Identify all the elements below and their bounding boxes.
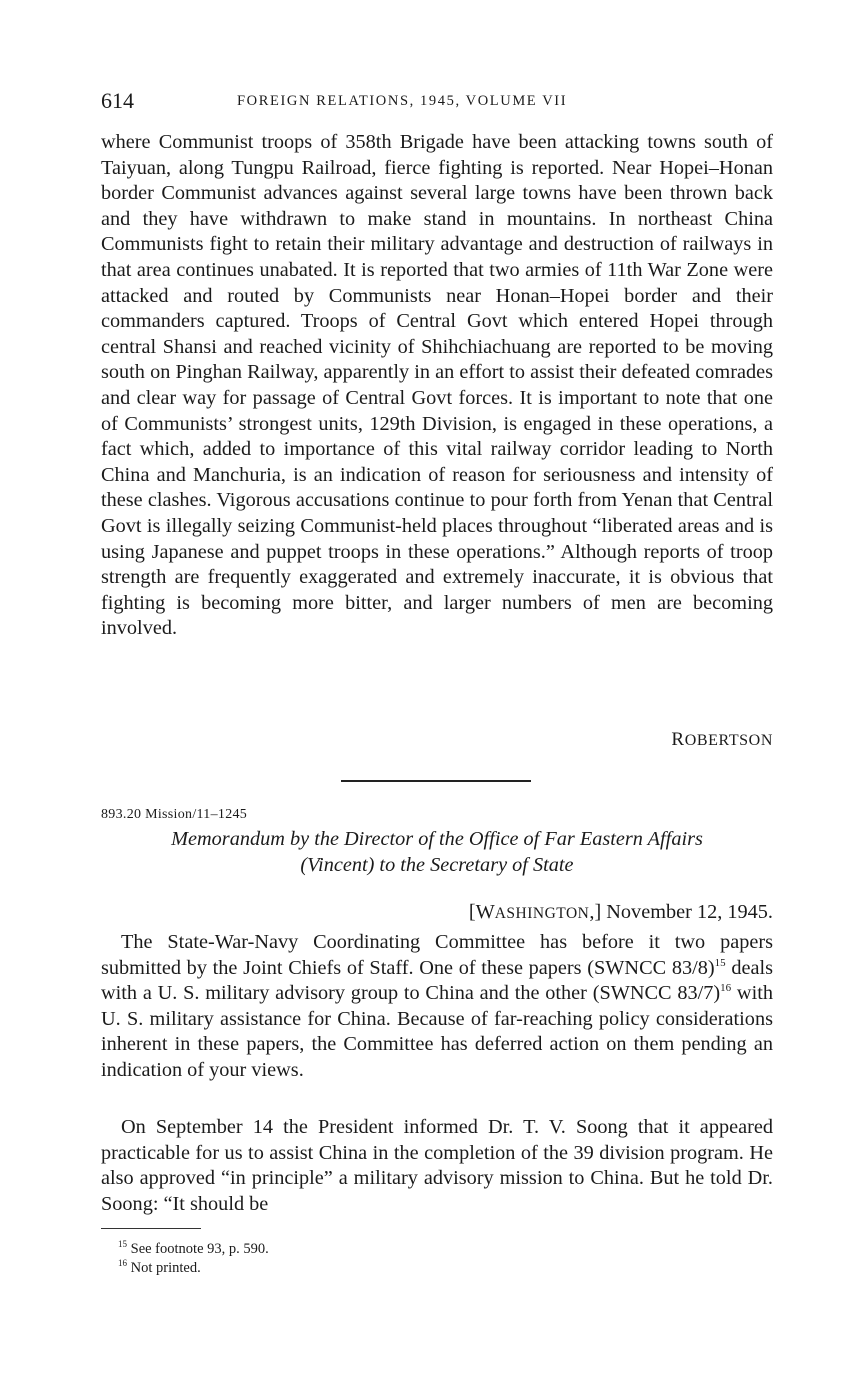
date-value: November 12, 1945. (601, 901, 773, 923)
footnote-ref-16: 16 (720, 982, 732, 995)
title-line-1: Memorandum by the Director of the Office of Far Eastern Affairs (171, 828, 703, 850)
footnotes (118, 1240, 269, 1278)
paragraph-1-part-3: with U. S. military assistance for China. Because of far-reaching policy considerations inherent in these papers, the Committee has deferred action on them pending an indication of your views. (101, 982, 773, 1081)
footnote-text: Not printed. (130, 1260, 201, 1276)
page-number: 614 (101, 88, 134, 113)
section-separator (341, 780, 531, 782)
footnote-mark: 15 (118, 1239, 127, 1250)
signature (101, 728, 773, 753)
running-head: FOREIGN RELATIONS, 1945, VOLUME VII (237, 93, 568, 109)
date-open-bracket: [ (468, 901, 476, 923)
footnote-mark: 16 (118, 1258, 127, 1269)
footnote-ref-15: 15 (714, 956, 726, 969)
paragraph-1-part-2: deals with a U. S. military advisory group to China and the other (SWNCC 83/7) (101, 956, 773, 1005)
signature-initial: R (671, 729, 685, 750)
document-title (101, 827, 773, 878)
continuation-paragraph: where Communist troops of 358th Brigade have been attacking towns south of Taiyuan, along Tungpu Railroad, fierce fighting is reported. Near Hopei–Honan border Communist advances against several large towns have been thrown back and they have withdrawn to make stand in mountains. In northeast China Communists fight to retain their military advantage and destruction of railways in that area continues unabated. It is reported that two armies of 11th War Zone were attacked and routed by Communists near Honan–Hopei border and their commanders captured. Troops of Central Govt which entered Hopei through central Shansi and reached vicinity of Shihchiachuang are reported to be moving south on Pinghan Railway, apparently in an effort to assist their defeated comrades and clear way for passage of Central Govt forces. It is important to note that one of Communists’ strongest units, 129th Division, is engaged in these operations, a fact which, added to importance of this vital railway corridor leading to North China and Manchuria, is an indication of reason for seriousness and intensity of these clashes. Vigorous accusations continue to pour forth from Yenan that Central Govt is illegally seizing Communist-held places throughout “liberated areas and is using Japanese and puppet troops in these operations.” Although reports of troop strength are frequently exaggerated and extremely inaccurate, it is obvious that fighting is becoming more bitter, and larger numbers of men are becoming involved. (101, 131, 773, 640)
date-place-initial: W (475, 901, 495, 923)
footnote-rule (101, 1228, 201, 1229)
body-paragraph-1 (101, 930, 773, 1084)
footnote-16 (118, 1259, 269, 1278)
date-close-bracket: ,] (589, 901, 602, 923)
signature-rest: OBERTSON (684, 732, 773, 749)
document-dateline (101, 899, 773, 927)
page-header (101, 86, 773, 116)
footnote-text: See footnote 93, p. 590. (130, 1241, 269, 1257)
body-paragraph-2: On September 14 the President informed Dr. T. V. Soong that it appeared practicable for us to assist China in the completion of the 39 division program. He also approved “in principle” a military advisory mission to China. But he told Dr. Soong: “It should be (101, 1116, 773, 1215)
paragraph-1-part-1: The State-War-Navy Coordinating Committee has before it two papers submitted by the Joint Chiefs of Staff. One of these papers (SWNCC 83/8) (101, 931, 773, 979)
footnote-15 (118, 1240, 269, 1259)
title-line-2: (Vincent) to the Secretary of State (300, 853, 574, 876)
file-number: 893.20 Mission/11–1245 (101, 807, 248, 822)
date-place-rest: ASHINGTON (494, 905, 590, 922)
